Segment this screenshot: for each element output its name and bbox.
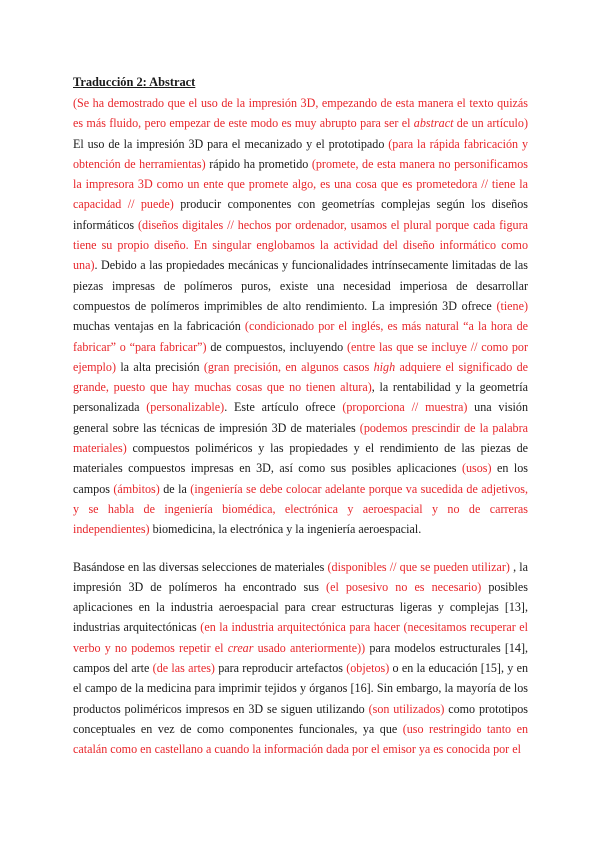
annotation-text: (en la industria arquitectónica para hacer (necesitamos recuperar el verbo y no podemos repetir el	[73, 620, 529, 655]
body-text: biomedicina, la electrónica y la ingeniería aeroespacial.	[149, 522, 422, 537]
annotation-text: (usos)	[461, 461, 492, 476]
annotation-text: (son utilizados)	[368, 701, 445, 716]
annotation-text: (ingeniería se debe colocar adelante porque va sucedida de adjetivos, y se habla de ingeniería biomédica, electrónica y aeroespacial y no de carreras independientes)	[73, 481, 528, 537]
annotation-text: adquiere el significado de grande, puesto que hay muchas cosas que no tienen altura)	[73, 359, 528, 395]
paragraph-2	[73, 557, 528, 760]
body-text: de la	[159, 481, 191, 496]
body-text: de compuestos, incluyendo	[206, 339, 347, 354]
annotation-text: (gran precisión, en algunos casos	[203, 359, 374, 374]
body-text: para modelos estructurales [14], campos del arte	[73, 640, 528, 676]
annotation-text: (promete, de esta manera no personificamos la impresora 3D como un ente que promete algo, es una cosa que es prometedora // tiene la capacidad // puede)	[73, 156, 528, 212]
annotation-text: (para la rápida fabricación y obtención de herramientas)	[73, 136, 528, 171]
body-text: El uso de la impresión 3D para el mecanizado y el prototipado	[73, 136, 389, 151]
document-title: Traducción 2: Abstract	[73, 75, 196, 89]
annotation-text: (entre las que se incluye // como por ejemplo)	[73, 339, 529, 374]
annotation-text: high	[373, 359, 396, 374]
annotation-text: (proporciona // muestra)	[342, 400, 468, 415]
body-text: posibles aplicaciones en la industria aeroespacial para crear estructuras ligeras y complejas [13], industrias arquitectónicas	[73, 579, 528, 635]
annotation-text: (disponibles // que se pueden utilizar)	[327, 559, 510, 574]
body-text: o en la educación [15], y en el campo de la medicina para imprimir tejidos y órganos [16]. Sin embargo, la mayoría de los productos poliméricos impresos en 3D se siguen utilizando	[73, 661, 528, 716]
annotation-text: crear	[227, 640, 254, 655]
body-text: rápido ha prometido	[205, 156, 312, 171]
body-text: una visión general sobre las técnicas de impresión 3D de materiales	[73, 400, 528, 435]
body-text: la alta precisión	[115, 359, 204, 374]
paragraph-1	[73, 93, 528, 540]
annotation-text: (diseños digitales // hechos por ordenador, usamos el plural porque cada figura tiene su propio diseño. En singular englobamos la actividad del diseño informático como una)	[73, 217, 528, 273]
body-text: muchas ventajas en la fabricación	[73, 319, 245, 334]
annotation-text: (tiene)	[496, 298, 528, 313]
body-text: como prototipos conceptuales en vez de como componentes funcionales, ya que	[73, 701, 529, 736]
annotation-text: (condicionado por el inglés, es más natural “a la hora de fabricar” o “para fabricar”)	[73, 319, 528, 354]
annotation-text: (ámbitos)	[113, 481, 160, 496]
annotation-text: (de las artes)	[152, 661, 215, 676]
body-text: para reproducir artefactos	[214, 661, 347, 676]
annotation-text: (uso restringido tanto en catalán como en castellano a cuando la información dada por el emisor ya es conocida por el	[73, 721, 528, 757]
body-text: en los campos	[73, 461, 528, 496]
annotation-text: (Se ha demostrado que el uso de la impresión 3D, empezando de esta manera el texto quizás es más fluido, pero empezar de este modo es muy abrupto para ser el	[73, 96, 528, 131]
body-text: Basándose en las diversas selecciones de materiales	[73, 559, 328, 574]
annotation-text: abstract	[413, 116, 454, 131]
body-text: , la rentabilidad y la geometría personalizada	[73, 380, 528, 415]
annotation-text: (podemos prescindir de la palabra materiales)	[73, 420, 529, 456]
annotation-text: (el posesivo no es necesario)	[326, 579, 482, 594]
annotation-text: usado anteriormente))	[253, 640, 366, 655]
annotation-text: (personalizable)	[146, 400, 225, 415]
body-text: compuestos poliméricos y las propiedades y el rendimiento de las piezas de materiales compuestos impresas en 3D, así como sus posibles aplicaciones	[73, 441, 528, 476]
document-body	[73, 93, 528, 760]
body-text: , la impresión 3D de polímeros ha encontrado sus	[73, 559, 528, 594]
body-text: . Debido a las propiedades mecánicas y funcionalidades intrínsecamente limitadas de las piezas impresas de polímeros puros, existe una necesidad imperiosa de desarrollar compuestos de polímeros imprimibles de alto rendimiento. La impresión 3D ofrece	[73, 258, 528, 313]
annotation-text: de un artículo)	[453, 116, 528, 131]
body-text: producir componentes con geometrías complejas según los diseños informáticos	[73, 197, 528, 232]
annotation-text: (objetos)	[346, 661, 390, 676]
body-text: . Este artículo ofrece	[224, 400, 343, 415]
